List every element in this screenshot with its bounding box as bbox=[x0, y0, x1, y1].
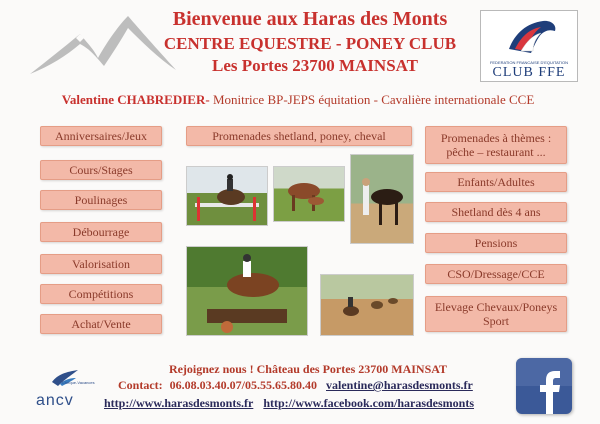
menu-promenades-themes[interactable]: Promenades à thèmes : pêche – restaurant ... bbox=[425, 126, 567, 164]
club-title: CENTRE EQUESTRE - PONEY CLUB bbox=[163, 34, 457, 53]
address-title: Les Portes 23700 MAINSAT bbox=[211, 56, 419, 75]
horse-head-icon bbox=[481, 11, 577, 55]
phones: 06.08.03.40.07/05.55.65.80.40 bbox=[169, 378, 317, 392]
links-line bbox=[104, 394, 524, 412]
facebook-link[interactable]: http://www.facebook.com/harasdesmonts bbox=[263, 396, 475, 410]
menu-enfants-adultes[interactable]: Enfants/Adultes bbox=[425, 172, 567, 192]
menu-debourrage[interactable]: Débourrage bbox=[40, 222, 162, 242]
photo-mare-foal bbox=[273, 166, 345, 222]
bird-icon bbox=[50, 368, 80, 388]
menu-pensions[interactable]: Pensions bbox=[425, 233, 567, 253]
menu-poulinages[interactable]: Poulinages bbox=[40, 190, 162, 210]
menu-valorisation[interactable]: Valorisation bbox=[40, 254, 162, 274]
menu-cso[interactable]: CSO/Dressage/CCE bbox=[425, 264, 567, 284]
welcome-title: Bienvenue aux Haras des Monts bbox=[172, 8, 448, 30]
photo-trail-ride bbox=[320, 274, 414, 336]
menu-cours-stages[interactable]: Cours/Stages bbox=[40, 160, 162, 180]
menu-competitions[interactable]: Compétitions bbox=[40, 284, 162, 304]
menu-shetland[interactable]: Shetland dès 4 ans bbox=[425, 202, 567, 222]
ancv-sub: Chèque-Vacances bbox=[62, 380, 95, 385]
photo-rider-walk bbox=[350, 154, 414, 244]
instructor-desc: Monitrice BP-JEPS équitation - Cavalière internationale CCE bbox=[209, 92, 535, 107]
ffe-label: CLUB FFE bbox=[492, 65, 566, 80]
email-link[interactable]: valentine@harasdesmonts.fr bbox=[326, 378, 473, 392]
menu-anniversaires[interactable]: Anniversaires/Jeux bbox=[40, 126, 162, 146]
menu-achat-vente[interactable]: Achat/Vente bbox=[40, 314, 162, 334]
ffe-logo bbox=[480, 10, 578, 82]
instructor-line bbox=[38, 92, 558, 108]
contact-line bbox=[118, 378, 498, 393]
ancv-label: ancv bbox=[36, 392, 74, 409]
instructor-name: Valentine CHABREDIER- bbox=[61, 92, 210, 107]
join-line: Rejoignez nous ! Château des Portes 23700 MAINSAT bbox=[168, 362, 448, 376]
ancv-logo bbox=[36, 368, 96, 414]
photo-cross-country bbox=[186, 246, 308, 336]
contact-label: Contact: bbox=[118, 378, 163, 392]
promenades-banner[interactable]: Promenades shetland, poney, cheval bbox=[186, 126, 412, 146]
facebook-icon[interactable] bbox=[516, 358, 572, 414]
menu-elevage[interactable]: Elevage Chevaux/Poneys Sport bbox=[425, 296, 567, 332]
photo-jump bbox=[186, 166, 268, 226]
site-link[interactable]: http://www.harasdesmonts.fr bbox=[104, 396, 254, 410]
ffe-caption: FEDERATION FRANCAISE D'EQUITATION bbox=[489, 60, 569, 65]
